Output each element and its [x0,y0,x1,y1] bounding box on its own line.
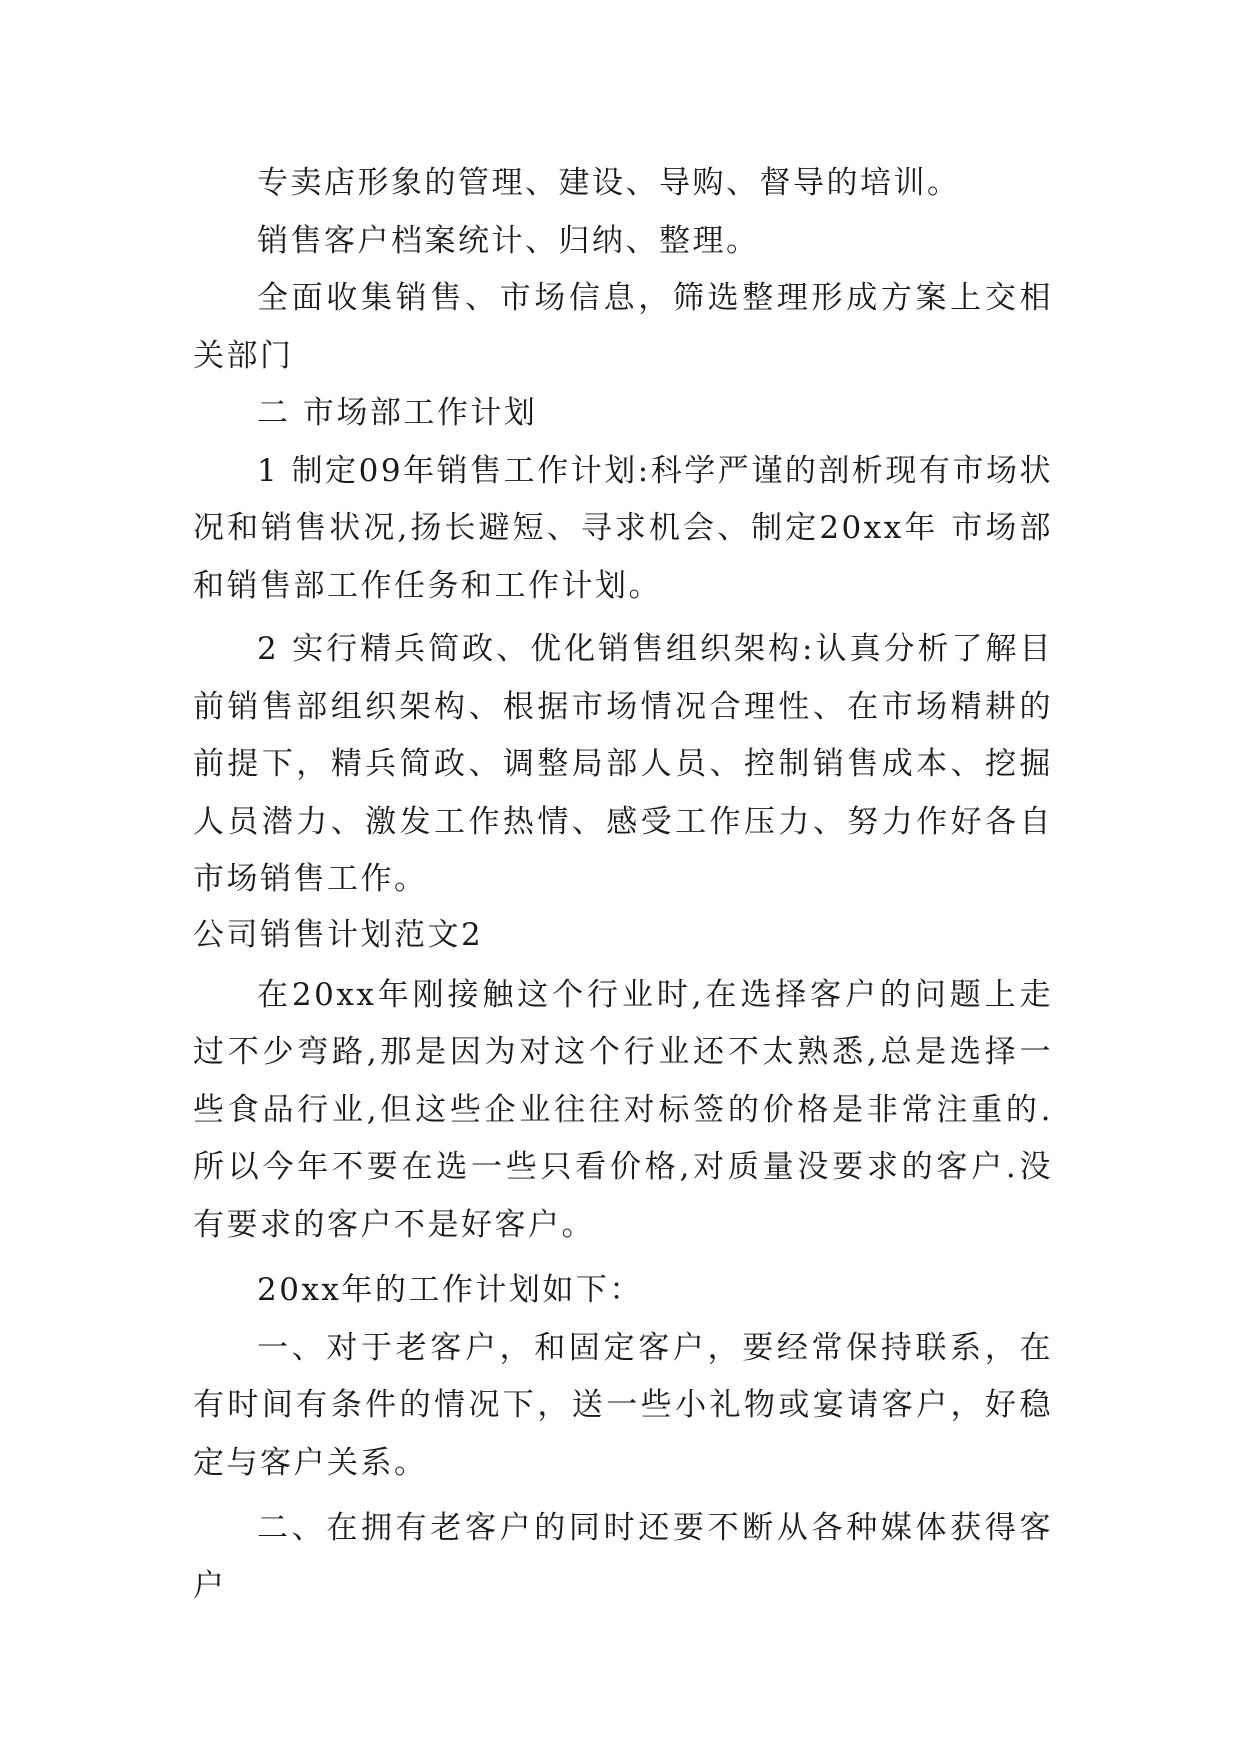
document-section-title: 公司销售计划范文2 [193,916,484,953]
section-heading: 二 市场部工作计划 [257,395,538,431]
paragraph: 20xx年的工作计划如下： [257,1272,643,1308]
paragraph: 在20xx年刚接触这个行业时,在选择客户的问题上走过不少弯路,那是因为对这个行业还不太熟悉,总是选择一些食品行业,但这些企业往往对标签的价格是非常注重的.所以今年不要在选一些只看价格,对质量没要求的客户.没有要求的客户不是好客户。 [193,976,1053,1243]
paragraph: 2 实行精兵简政、优化销售组织架构:认真分析了解目前销售部组织架构、根据市场情况合理性、在市场精耕的前提下，精兵简政、调整局部人员、控制销售成本、挖掘人员潜力、激发工作热情、感受工作压力、努力作好各自市场销售工作。 [193,631,1053,897]
paragraph: 1 制定09年销售工作计划:科学严谨的剖析现有市场状况和销售状况,扬长避短、寻求机会、制定20xx年 市场部和销售部工作任务和工作计划。 [193,452,1053,604]
paragraph: 全面收集销售、市场信息，筛选整理形成方案上交相关部门 [193,280,1053,374]
paragraph: 一、对于老客户，和固定客户，要经常保持联系，在有时间有条件的情况下，送一些小礼物或宴请客户，好稳定与客户关系。 [193,1329,1053,1481]
document-page [193,155,1053,1615]
paragraph: 专卖店形象的管理、建设、导购、督导的培训。 [257,165,961,201]
paragraph: 销售客户档案统计、归纳、整理。 [257,222,760,259]
paragraph: 二、在拥有老客户的同时还要不断从各种媒体获得客户 [193,1510,1053,1604]
